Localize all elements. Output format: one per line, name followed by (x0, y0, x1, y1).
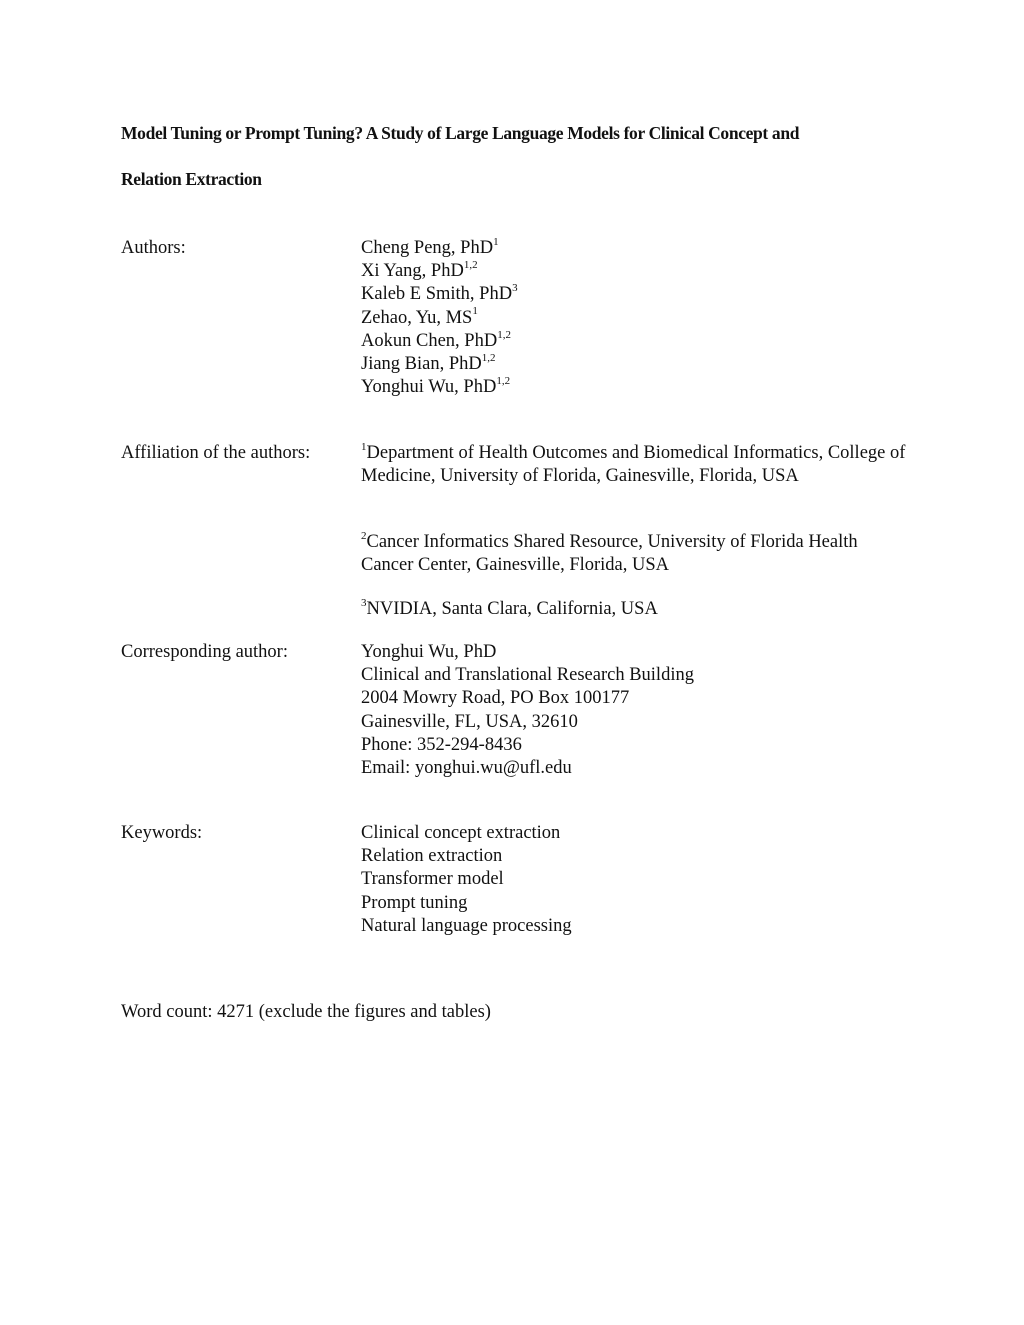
corresponding-city: Gainesville, FL, USA, 32610 (361, 711, 578, 732)
keyword-item: Natural language processing (361, 915, 572, 936)
corresponding-building: Clinical and Translational Research Building (361, 665, 694, 686)
word-count: Word count: 4271 (exclude the figures and tables) (121, 1002, 491, 1022)
affiliation-3: $^3$NVIDIA, Santa Clara, California, USA (361, 596, 658, 619)
corresponding-author-block (361, 641, 921, 780)
authors-label: Authors: (121, 238, 186, 258)
author-item: Yonghui Wu, PhD$^{1,2}$ (361, 375, 511, 398)
keywords-label: Keywords: (121, 823, 203, 843)
keyword-item: Transformer model (361, 869, 504, 890)
corresponding-email: Email: yonghui.wu@ufl.edu (361, 758, 572, 779)
keyword-item: Prompt tuning (361, 892, 468, 913)
authors-list (361, 237, 921, 399)
affiliation-2: $^2$Cancer Informatics Shared Resource, University of Florida Health Cancer Center, Gainesville, Florida, USA (361, 529, 858, 576)
keywords-list (361, 822, 921, 938)
author-item: Cheng Peng, PhD$^1$ (361, 235, 499, 258)
author-item: Xi Yang, PhD$^{1,2}$ (361, 259, 478, 282)
paper-title-line-1: Model Tuning or Prompt Tuning? A Study of Large Language Models for Clinical Concept and (121, 123, 800, 143)
author-item: Aokun Chen, PhD$^{1,2}$ (361, 328, 511, 351)
keyword-item: Clinical concept extraction (361, 823, 561, 843)
corresponding-author-label: Corresponding author: (121, 642, 288, 662)
corresponding-phone: Phone: 352-294-8436 (361, 734, 522, 755)
paper-title-line-2: Relation Extraction (121, 169, 262, 189)
affiliation-1: $^1$Department of Health Outcomes and Biomedical Informatics, College of Medicine, University of Florida, Gainesville, Florida, USA (361, 440, 906, 487)
author-item: Zehao, Yu, $MS^1$ (361, 305, 478, 328)
keyword-item: Relation extraction (361, 846, 503, 867)
author-item: Jiang Bian, PhD$^{1,2}$ (361, 351, 496, 375)
author-item: Kaleb E Smith, PhD$^3$ (361, 282, 518, 305)
corresponding-street: 2004 Mowry Road, PO Box 100177 (361, 688, 630, 709)
corresponding-name: Yonghui Wu, PhD (361, 642, 497, 662)
affiliation-label: Affiliation of the authors: (121, 443, 311, 463)
